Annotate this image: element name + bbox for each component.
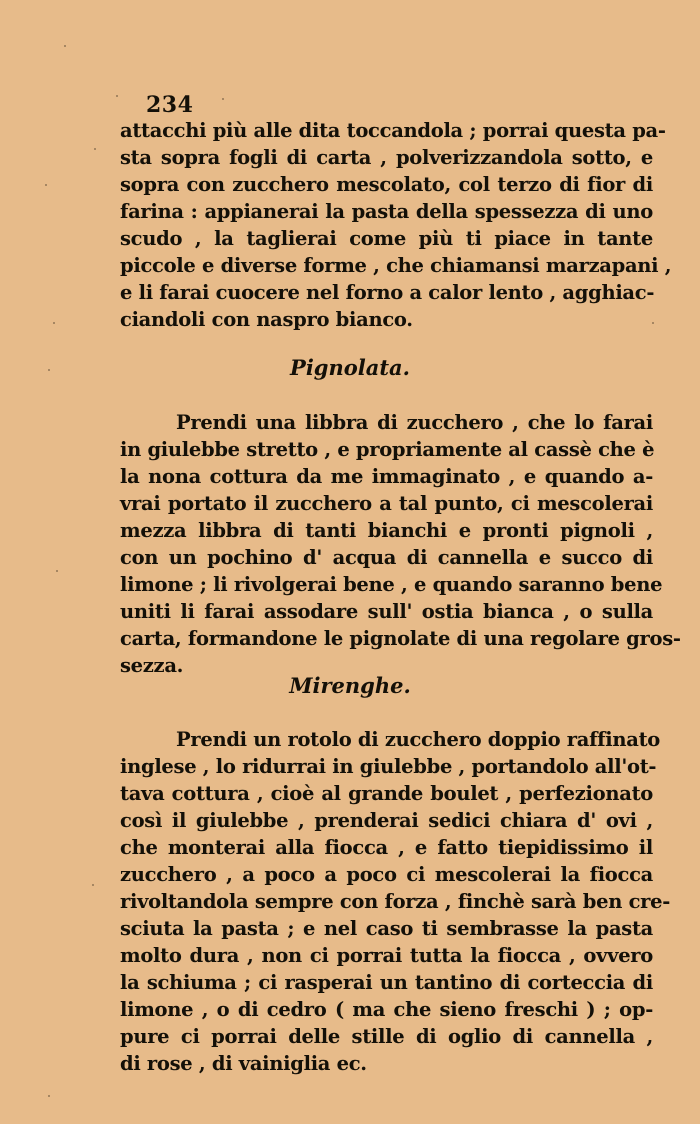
text-line: uniti li farai assodare sull' ostia bianca , o sulla bbox=[120, 600, 653, 623]
section-heading: Pignolata. bbox=[290, 355, 410, 380]
text-line: limone ; li rivolgerai bene , e quando saranno bene bbox=[120, 573, 663, 596]
print-speck bbox=[64, 45, 66, 47]
print-speck bbox=[116, 95, 118, 97]
text-line: sopra con zucchero mescolato, col terzo di fior di bbox=[120, 173, 653, 196]
text-line: in giulebbe stretto , e propriamente al cassè che è bbox=[120, 438, 655, 461]
text-line: e li farai cuocere nel forno a calor lento , agghiac- bbox=[120, 281, 655, 304]
print-speck bbox=[56, 570, 58, 572]
text-line: scudo , la taglierai come più ti piace in tante bbox=[120, 227, 653, 250]
text-line: la nona cottura da me immaginato , e quando a- bbox=[120, 465, 653, 488]
print-speck bbox=[92, 884, 94, 886]
section-heading: Mirenghe. bbox=[289, 673, 411, 698]
text-line: di rose , di vainiglia ec. bbox=[120, 1052, 367, 1075]
print-speck bbox=[222, 98, 224, 100]
text-line: attacchi più alle dita toccandola ; porrai questa pa- bbox=[120, 119, 666, 142]
text-line: rivoltandola sempre con forza , finchè sarà ben cre- bbox=[120, 890, 671, 913]
text-line: inglese , lo ridurrai in giulebbe , portandolo all'ot- bbox=[120, 755, 657, 778]
print-speck bbox=[652, 322, 654, 324]
text-line: zucchero , a poco a poco ci mescolerai la fiocca bbox=[120, 863, 653, 886]
text-line: tava cottura , cioè al grande boulet , perfezionato bbox=[120, 782, 653, 805]
text-line: molto dura , non ci porrai tutta la fiocca , ovvero bbox=[120, 944, 653, 967]
print-speck bbox=[48, 369, 50, 371]
text-line: sciuta la pasta ; e nel caso ti sembrasse la pasta bbox=[120, 917, 653, 940]
text-line: carta, formandone le pignolate di una regolare gros- bbox=[120, 627, 681, 650]
print-speck bbox=[45, 184, 47, 186]
text-line: piccole e diverse forme , che chiamansi marzapani , bbox=[120, 254, 672, 277]
text-line: Prendi una libbra di zucchero , che lo farai bbox=[176, 411, 653, 434]
text-line: sezza. bbox=[120, 654, 184, 677]
text-line: con un pochino d' acqua di cannella e succo di bbox=[120, 546, 653, 569]
text-line: così il giulebbe , prenderai sedici chiara d' ovi , bbox=[120, 809, 653, 832]
page-number: 234 bbox=[146, 92, 194, 118]
text-line: la schiuma ; ci rasperai un tantino di corteccia di bbox=[120, 971, 653, 994]
text-line: farina : appianerai la pasta della spessezza di uno bbox=[120, 200, 653, 223]
print-speck bbox=[94, 148, 96, 150]
text-line: ciandoli con naspro bianco. bbox=[120, 308, 413, 331]
text-line: vrai portato il zucchero a tal punto, ci mescolerai bbox=[120, 492, 653, 515]
print-speck bbox=[48, 1095, 50, 1097]
text-line: mezza libbra di tanti bianchi e pronti pignoli , bbox=[120, 519, 653, 542]
print-speck bbox=[53, 322, 55, 324]
text-line: sta sopra fogli di carta , polverizzandola sotto, e bbox=[120, 146, 653, 169]
text-line: Prendi un rotolo di zucchero doppio raffinato bbox=[176, 728, 661, 751]
text-line: che monterai alla fiocca , e fatto tiepidissimo il bbox=[120, 836, 653, 859]
text-line: limone , o di cedro ( ma che sieno freschi ) ; op- bbox=[120, 998, 653, 1021]
text-line: pure ci porrai delle stille di oglio di cannella , bbox=[120, 1025, 653, 1048]
